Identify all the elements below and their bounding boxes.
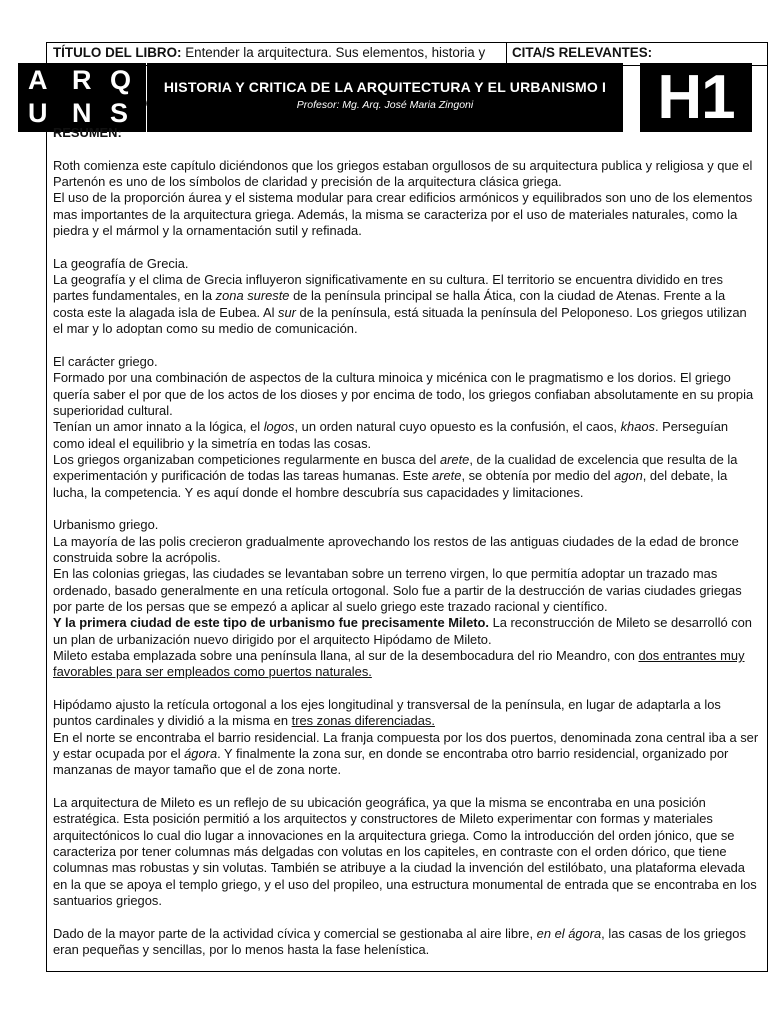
book-title-value: Entender la arquitectura. Sus elementos, historia y [185,45,486,60]
paragraph: Mileto estaba emplazada sobre una península llana, al sur de la desembocadura del rio Meandro, con dos entrantes muy favorables para ser empleados como puertos naturales. [53,648,745,680]
logo-letter: Q [110,65,132,95]
logo-letter: S [110,98,129,128]
course-banner [147,63,623,132]
section-heading: El carácter griego. [53,353,158,369]
professor-name: Profesor: Mg. Arq. José Maria Zingoni [296,99,474,111]
section-heading: Urbanismo griego. [53,517,159,533]
paragraph: Tenían un amor innato a la lógica, el logos, un orden natural cuyo opuesto es la confusión, el caos, khaos. Perseguían como ideal el equilibrio y la simetría en todas las cosas. [53,419,729,451]
paragraph: La geografía y el clima de Grecia influyeron significativamente en su cultura. El territorio se encuentra dividido en tres partes fundamentales, en la zona sureste de la península principal se halla Ática, con la ciudad de Atenas. Frente a la costa este la alagada isla de Eubea. Al sur de la península, está situada la península del Peloponeso. Los griegos utilizan el mar y lo adoptan como su medio de comunicación. [53,272,747,337]
paragraph: Formado por una combinación de aspectos de la cultura minoica y micénica con le pragmatismo e los dorios. El griego quería saber el por que de los actos de los dioses y por encima de todo, los griegos confiaban absolutamente en su propia superioridad cultural. [53,370,754,418]
document-body [53,125,759,959]
column-divider [506,43,507,65]
paragraph: En las colonias griegas, las ciudades se levantaban sobre un terreno virgen, lo que permitía adoptar un trazado mas ordenado, basado generalmente en una retícula ortogonal. Solo fue a partir de la destrucción de varias ciudades griegas por parte de los persas que se empezó a aplicar al suelo griego este trazado racional y científico. [53,566,742,614]
paragraph: La arquitectura de Mileto es un reflejo de su ubicación geográfica, ya que la misma se encontraba en una posición estratégica. Esta posición permitió a los arquitectos y constructores de Mileto experimentar con formas y materiales arquitectónicos lo cual dio lugar a innovaciones en la arquitectura griega. Como la introducción del orden jónico, que se caracteriza por tener columnas más delgadas con volutas en los capiteles, en contraste con el orden dórico, que tiene columnas mas robustas y sin volutas. También se atribuye a la ciudad la invención del estilóbato, una plataforma elevada en la que se apoya el templo griego, y el uso del propileo, una estructura monumental de entrada que se encontraba en los santuarios griegos. [53,795,757,909]
paragraph: La mayoría de las polis crecieron gradualmente aprovechando los restos de las antiguas ciudades de la edad de bronce construida sobre la acrópolis. [53,533,739,565]
paragraph: El uso de la proporción áurea y el sistema modular para crear edificios armónicos y equilibrados son uno de los elementos mas importantes de la arquitectura griega. Además, la misma se caracteriza por el uso de materiales naturales, como la piedra y el mármol y la ornamentación sutil y refinada. [53,190,753,239]
logo-letter: N [72,98,92,128]
logo-letter: R [72,65,92,95]
paragraph: En el norte se encontraba el barrio residencial. La franja compuesta por los dos puertos, denominada zona central iba a ser y estar ocupada por el ágora. Y finalmente la zona sur, en donde se encontraba otro barrio residencial, organizado por manzanas de mayor tamaño que el de zona norte. [53,729,759,778]
logo-letter: U [28,98,48,128]
logo-letter: A [28,65,48,95]
citas-label: CITA/S RELEVANTES: [512,45,653,60]
paragraph: Roth comienza este capítulo diciéndonos que los griegos estaban orgullosos de su arquitectura publica y religiosa y que el Partenón es uno de los símbolos de claridad y precisión de la arquitectura clásica griega. [53,157,753,190]
arq-uns-logo [18,63,146,132]
section-heading: La geografía de Grecia. [53,255,189,271]
course-code: H1 [640,63,752,132]
paragraph: Los griegos organizaban competiciones regularmente en busca del arete, de la cualidad de excelencia que resulta de la experimentación y purificación de todas las tareas humanas. Este arete, se obtenía por medio del agon, del debate, la lucha, la competencia. Y es aquí donde el hombre descubría sus capacidades y limitaciones. [53,451,738,500]
paragraph: Dado de la mayor parte de la actividad cívica y comercial se gestionaba al aire libre, en el ágora, las casas de los griegos eran pequeñas y sencillas, por lo menos hasta la fase helenística. [53,925,746,958]
book-title-cell [53,44,485,62]
course-title: HISTORIA Y CRITICA DE LA ARQUITECTURA Y EL URBANISMO I [163,79,607,95]
paragraph: Y la primera ciudad de este tipo de urbanismo fue precisamente Mileto. La reconstrucción de Mileto se desarrolló con un plan de urbanización nuevo dirigido por el arquitecto Hipódamo de Mileto. [53,615,752,647]
paragraph: Hipódamo ajusto la retícula ortogonal a los ejes longitudinal y transversal de la península, en lugar de adaptarla a los puntos cardinales y dividió a la misma en tres zonas diferenciadas. [53,697,721,729]
resumen-label: RESUMEN: [53,125,122,140]
book-title-label: TÍTULO DEL LIBRO: [53,45,182,60]
